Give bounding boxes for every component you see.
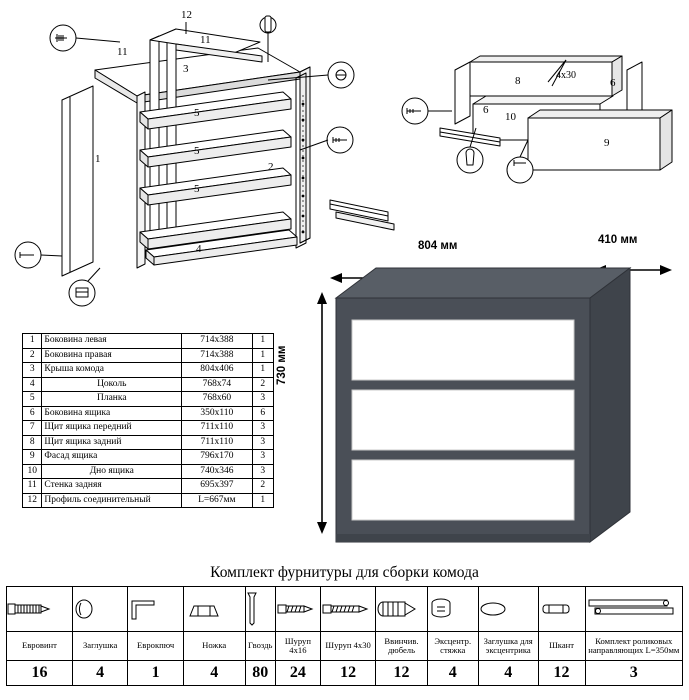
part-name: Боковина правая: [42, 348, 182, 363]
table-row: [23, 363, 274, 378]
hardware-count: 4: [183, 661, 245, 686]
table-row: [23, 493, 274, 508]
furniture-foot-icon: [183, 587, 245, 632]
part-number: 11: [23, 479, 42, 494]
part-number: 2: [23, 348, 42, 363]
hardware-label: Комплект роликовых направляющих L=350мм: [585, 632, 682, 661]
table-row: [23, 435, 274, 450]
hardware-count: 12: [376, 661, 427, 686]
hardware-label: Ножка: [183, 632, 245, 661]
svg-text:6: 6: [483, 104, 489, 116]
table-row: [23, 334, 274, 349]
part-number: 6: [23, 406, 42, 421]
part-name: Фасад ящика: [42, 450, 182, 465]
table-row: [23, 450, 274, 465]
part-name: Профиль соединительный: [42, 493, 182, 508]
hardware-label: Евровинт: [7, 632, 73, 661]
part-number: 12: [23, 493, 42, 508]
part-number: 3: [23, 363, 42, 378]
part-quantity: 3: [252, 435, 273, 450]
hardware-label: Шуруп 4х30: [320, 632, 375, 661]
hardware-section-title: Комплект фурнитуры для сборки комода: [210, 564, 479, 581]
hardware-labels-row: [7, 632, 683, 661]
hardware-count: 3: [585, 661, 682, 686]
table-row: [23, 377, 274, 392]
part-dimensions: L=667мм: [182, 493, 252, 508]
part-quantity: 2: [252, 377, 273, 392]
table-row: [23, 406, 274, 421]
part-quantity: 2: [252, 479, 273, 494]
part-dimensions: 350х110: [182, 406, 252, 421]
parts-list-table: [22, 333, 274, 508]
dresser-body: [336, 268, 630, 542]
svg-text:4х30: 4х30: [556, 70, 576, 81]
part-dimensions: 711х110: [182, 435, 252, 450]
hardware-count: 80: [245, 661, 275, 686]
svg-text:5: 5: [194, 145, 200, 157]
svg-text:6: 6: [610, 77, 616, 89]
cam-cover-icon: [478, 587, 538, 632]
parts-list-body: [23, 334, 274, 508]
hardware-label: Шуруп 4х16: [275, 632, 320, 661]
part-name: Боковина ящика: [42, 406, 182, 421]
table-row: [23, 464, 274, 479]
wood-dowel-icon: [538, 587, 585, 632]
dowel-screw-icon: [376, 587, 427, 632]
hardware-label: Эксцентр. стяжка: [427, 632, 478, 661]
height-dimension-label: 730 мм: [276, 345, 288, 385]
hardware-count: 12: [538, 661, 585, 686]
svg-text:12: 12: [181, 9, 192, 21]
screw-4x30-icon: [320, 587, 375, 632]
part-name: Щит ящика задний: [42, 435, 182, 450]
svg-text:2: 2: [268, 161, 274, 173]
hardware-label: Шкант: [538, 632, 585, 661]
part-dimensions: 804х406: [182, 363, 252, 378]
table-row: [23, 392, 274, 407]
table-row: [23, 479, 274, 494]
part-quantity: 6: [252, 406, 273, 421]
part-dimensions: 695х397: [182, 479, 252, 494]
svg-text:11: 11: [200, 34, 211, 46]
svg-text:10: 10: [505, 111, 516, 123]
hardware-count: 4: [427, 661, 478, 686]
table-row: [23, 421, 274, 436]
finished-dresser-drawing: [300, 240, 689, 560]
hardware-count: 12: [320, 661, 375, 686]
hardware-count: 1: [128, 661, 183, 686]
part-number: 4: [23, 377, 42, 392]
cam-lock-icon: [427, 587, 478, 632]
euro-screw-icon: [7, 587, 73, 632]
depth-dimension-label: 410 мм: [598, 234, 638, 246]
part-number: 10: [23, 464, 42, 479]
part-quantity: 3: [252, 421, 273, 436]
part-dimensions: 768х60: [182, 392, 252, 407]
part-number: 9: [23, 450, 42, 465]
part-number: 5: [23, 392, 42, 407]
svg-text:9: 9: [604, 137, 610, 149]
part-name: Боковина левая: [42, 334, 182, 349]
hardware-kit-table: [6, 586, 683, 686]
nail-icon: [245, 587, 275, 632]
svg-text:8: 8: [515, 75, 521, 87]
hardware-count: 4: [478, 661, 538, 686]
width-dimension-label: 804 мм: [418, 240, 458, 252]
part-dimensions: 711х110: [182, 421, 252, 436]
hardware-count: 4: [72, 661, 127, 686]
svg-text:5: 5: [194, 107, 200, 119]
hardware-label: Гвоздь: [245, 632, 275, 661]
hardware-label: Ввинчив. дюбель: [376, 632, 427, 661]
part-name: Дно ящика: [42, 464, 182, 479]
part-quantity: 3: [252, 450, 273, 465]
hardware-label: Заглушка для эксцентрика: [478, 632, 538, 661]
cap-plug-icon: [72, 587, 127, 632]
svg-text:4: 4: [196, 243, 202, 255]
part-dimensions: 714х388: [182, 348, 252, 363]
part-number: 8: [23, 435, 42, 450]
part-dimensions: 768х74: [182, 377, 252, 392]
part-name: Цоколь: [42, 377, 182, 392]
part-name: Щит ящика передний: [42, 421, 182, 436]
svg-text:11: 11: [117, 46, 128, 58]
screw-4x16-icon: [275, 587, 320, 632]
hardware-counts-row: [7, 661, 683, 686]
part-dimensions: 714х388: [182, 334, 252, 349]
part-name: Планка: [42, 392, 182, 407]
part-name: Стенка задняя: [42, 479, 182, 494]
svg-text:5: 5: [194, 183, 200, 195]
hardware-count: 16: [7, 661, 73, 686]
svg-text:1: 1: [95, 153, 101, 165]
hardware-label: Заглушка: [72, 632, 127, 661]
part-dimensions: 740х346: [182, 464, 252, 479]
part-number: 1: [23, 334, 42, 349]
part-quantity: 1: [252, 348, 273, 363]
part-dimensions: 796х170: [182, 450, 252, 465]
part-quantity: 1: [252, 493, 273, 508]
part-number: 7: [23, 421, 42, 436]
table-row: [23, 348, 274, 363]
part-quantity: 1: [252, 334, 273, 349]
hardware-label: Еврокпюч: [128, 632, 183, 661]
part-name: Крыша комода: [42, 363, 182, 378]
part-quantity: 3: [252, 392, 273, 407]
hardware-icons-row: [7, 587, 683, 632]
allen-key-icon: [128, 587, 183, 632]
part-quantity: 3: [252, 464, 273, 479]
hardware-count: 24: [275, 661, 320, 686]
svg-text:3: 3: [183, 63, 189, 75]
drawer-slide-icon: [585, 587, 682, 632]
part-quantity: 1: [252, 363, 273, 378]
